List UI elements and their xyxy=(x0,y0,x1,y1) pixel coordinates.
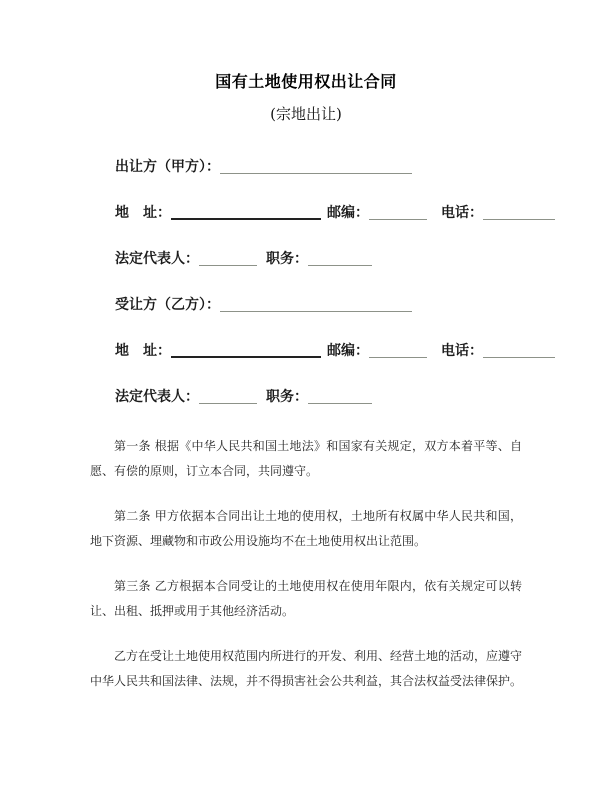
grantor-name-blank[interactable] xyxy=(220,161,412,174)
clause-3-paragraph: 第三条 乙方根据本合同受让的土地使用权在使用年限内，依有关规定可以转让、出租、抵押或用于其他经济活动。 xyxy=(90,579,522,618)
grantor-position-blank[interactable] xyxy=(308,253,372,266)
grantee-position-blank[interactable] xyxy=(308,391,372,404)
grantee-legal-rep-blank[interactable] xyxy=(199,391,257,404)
grantee-phone-blank[interactable] xyxy=(483,345,555,358)
grantee-name-blank[interactable] xyxy=(220,299,412,312)
grantor-row xyxy=(90,158,522,176)
grantee-address-blank[interactable] xyxy=(171,344,321,358)
clause-1-paragraph: 第一条 根据《中华人民共和国土地法》和国家有关规定，双方本着平等、自愿、有偿的原则，订立本合同，共同遵守。 xyxy=(90,439,522,478)
grantee-position-label: 职务： xyxy=(266,389,308,405)
grantor-legal-rep-blank[interactable] xyxy=(199,253,257,266)
grantor-phone-blank[interactable] xyxy=(483,207,555,220)
grantor-legal-rep-row xyxy=(90,250,522,268)
grantor-position-label: 职务： xyxy=(266,251,308,267)
clause-2-paragraph: 第二条 甲方依据本合同出让土地的使用权，土地所有权属中华人民共和国，地下资源、埋藏物和市政公用设施均不在土地使用权出让范围。 xyxy=(90,509,522,548)
grantor-legal-rep-label: 法定代表人： xyxy=(115,251,199,267)
grantor-postal-blank[interactable] xyxy=(369,207,427,220)
grantee-phone-label: 电话： xyxy=(441,343,483,359)
grantor-address-blank[interactable] xyxy=(171,206,321,220)
grantee-legal-rep-row xyxy=(90,388,522,406)
grantor-phone-label: 电话： xyxy=(441,205,483,221)
grantee-legal-rep-label: 法定代表人： xyxy=(115,389,199,405)
grantee-postal-label: 邮编： xyxy=(327,343,369,359)
grantee-postal-blank[interactable] xyxy=(369,345,427,358)
grantee-address-row xyxy=(90,342,522,360)
document-subtitle: (宗地出让) xyxy=(270,105,342,123)
grantee-address-label: 地 址： xyxy=(115,343,171,359)
grantee-row xyxy=(90,296,522,314)
grantor-address-row xyxy=(90,204,522,222)
grantor-party-label: 出让方（甲方）： xyxy=(115,159,220,175)
contract-clauses xyxy=(90,434,522,694)
clause-3-continuation-paragraph: 乙方在受让土地使用权范围内所进行的开发、利用、经营土地的活动，应遵守中华人民共和国法律、法规，并不得损害社会公共利益，其合法权益受法律保护。 xyxy=(90,649,523,688)
parties-form xyxy=(90,124,522,406)
document-title: 国有土地使用权出让合同 xyxy=(215,72,397,91)
grantee-party-label: 受让方（乙方）： xyxy=(115,297,220,313)
grantor-address-label: 地 址： xyxy=(115,205,171,221)
grantor-postal-label: 邮编： xyxy=(327,205,369,221)
